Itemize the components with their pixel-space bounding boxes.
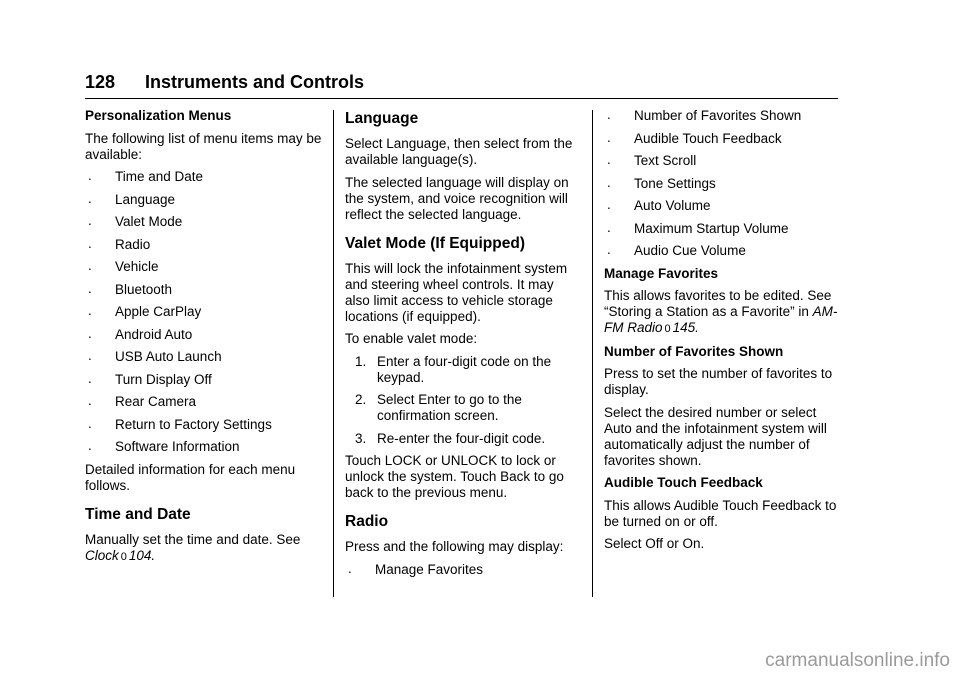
- paragraph: Press and the following may display:: [345, 539, 564, 554]
- page-title: Instruments and Controls: [145, 72, 365, 92]
- heading-time-and-date: Time and Date: [85, 505, 191, 523]
- list-item: . Manage Favorites: [348, 560, 484, 577]
- paragraph: Detailed information for each menu follows.: [85, 461, 296, 493]
- list-item: . Vehicle: [88, 258, 159, 274]
- page-ref-icon: 0: [664, 323, 671, 335]
- column-2: [345, 108, 580, 584]
- subheading-number-of-favorites: Number of Favorites Shown: [604, 343, 784, 359]
- list-item: . Valet Mode: [88, 213, 183, 229]
- paragraph: Manually set the time and date. See Clock 0 104.: [85, 531, 301, 563]
- paragraph: To enable valet mode:: [345, 331, 478, 346]
- watermark-text: carmanualsonline.info: [765, 650, 950, 671]
- heading-language: Language: [345, 110, 419, 127]
- list-item: . Text Scroll: [607, 152, 697, 168]
- paragraph: Select the desired number or select Auto and the infotainment system will automatically adjust the number of favorites shown.: [604, 404, 827, 468]
- subheading-manage-favorites: Manage Favorites: [604, 265, 719, 281]
- list-item: . Software Information: [88, 438, 240, 454]
- xref-link[interactable]: AM-FM Radio: [604, 304, 838, 335]
- page-number: 128: [85, 72, 116, 92]
- paragraph: Press to set the number of favorites to display.: [604, 366, 833, 397]
- paragraph: The following list of menu items may be available:: [85, 130, 322, 162]
- section-heading: Personalization Menus: [85, 108, 232, 123]
- paragraph: Select Language, then select from the available language(s).: [345, 136, 573, 167]
- list-item: . Maximum Startup Volume: [607, 219, 789, 236]
- column-1: [85, 108, 322, 571]
- paragraph: The selected language will display on the system, and voice recognition will reflect the selected language.: [345, 174, 569, 222]
- paragraph: This will lock the infotainment system and steering wheel controls. It may also limit access to vehicle storage locations (if equipped).: [345, 260, 568, 324]
- list-item: . Return to Factory Settings: [88, 415, 272, 432]
- heading-valet-mode: Valet Mode (If Equipped): [345, 234, 525, 252]
- step-item: 2. Select Enter to go to the confirmation screen.: [355, 392, 522, 423]
- xref-link[interactable]: Clock: [85, 547, 119, 563]
- paragraph: This allows Audible Touch Feedback to be turned on or off.: [604, 497, 837, 529]
- paragraph: This allows favorites to be edited. See “Storing a Station as a Favorite” in AM-FM Radio 0 145.: [604, 288, 838, 335]
- column-3: [604, 108, 839, 559]
- list-item: . Android Auto: [88, 325, 193, 342]
- paragraph: Select Off or On.: [604, 536, 705, 551]
- list-item: . Language: [88, 190, 176, 207]
- list-item: . Audio Cue Volume: [607, 242, 746, 258]
- step-item: 1. Enter a four-digit code on the keypad.: [355, 353, 552, 385]
- list-item: . Apple CarPlay: [88, 303, 202, 319]
- list-item: . Number of Favorites Shown: [607, 107, 802, 123]
- page-header: [85, 70, 838, 99]
- list-item: . Tone Settings: [607, 174, 716, 191]
- list-item: . Time and Date: [88, 168, 204, 184]
- page-ref-icon: 0: [120, 550, 127, 563]
- step-item: 3. Re-enter the four-digit code.: [355, 430, 546, 446]
- list-item: . Turn Display Off: [88, 370, 212, 387]
- xref-page: 104.: [128, 547, 156, 563]
- xref-page: 145.: [672, 320, 699, 335]
- list-item: . Bluetooth: [88, 280, 173, 297]
- heading-radio: Radio: [345, 513, 389, 530]
- list-item: . Auto Volume: [607, 197, 711, 213]
- list-item: . Audible Touch Feedback: [607, 129, 782, 146]
- subheading-audible-touch-feedback: Audible Touch Feedback: [604, 475, 763, 490]
- column-divider: [333, 110, 334, 597]
- column-divider: [592, 110, 593, 597]
- paragraph: Touch LOCK or UNLOCK to lock or unlock the system. Touch Back to go back to the previous menu.: [345, 453, 564, 500]
- list-item: . Rear Camera: [88, 393, 197, 409]
- list-item: . USB Auto Launch: [88, 348, 222, 364]
- list-item: . Radio: [88, 235, 151, 252]
